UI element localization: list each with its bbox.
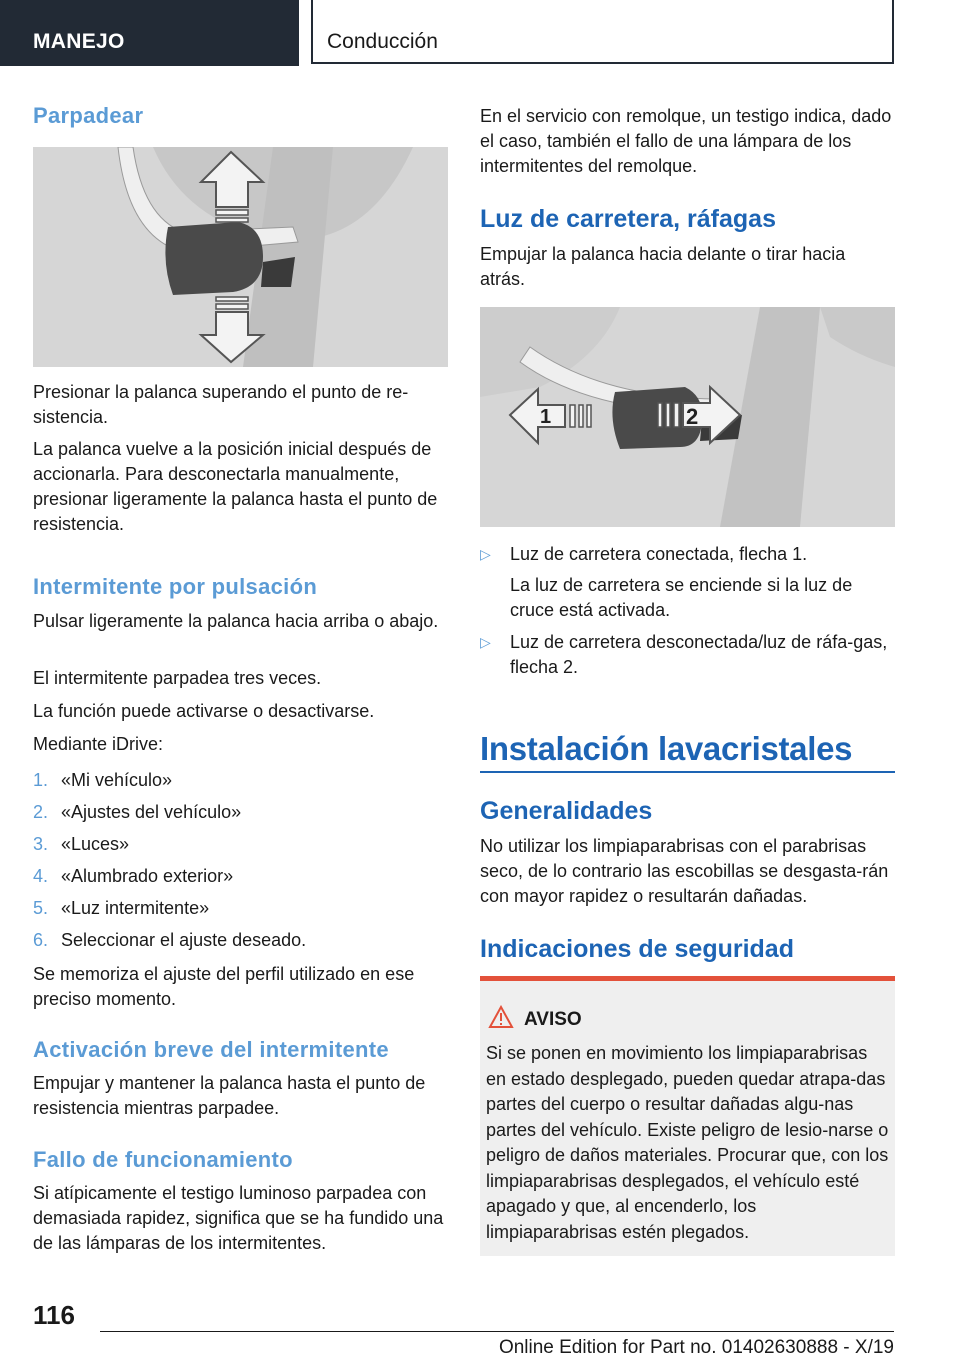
page-number: 116 [33, 1300, 75, 1330]
list-item-number: 6. [33, 930, 49, 950]
paragraph-tres-veces: El intermitente parpadea tres veces. [33, 668, 322, 688]
footer-rule [100, 1331, 894, 1332]
list-item-number: 1. [33, 770, 49, 790]
list-item: «Ajustes del vehículo» [61, 802, 242, 822]
header-section-label: MANEJO [33, 30, 125, 53]
header-chapter-label: Conducción [327, 30, 438, 53]
lever-illustration-svg [33, 147, 448, 367]
list-item: Seleccionar el ajuste deseado. [61, 930, 307, 950]
warning-title: AVISO [524, 1009, 582, 1030]
list-item-number: 5. [33, 898, 49, 918]
list-item: «Luces» [61, 834, 130, 854]
lever-up-down-illustration [33, 147, 448, 367]
list-item-number: 2. [33, 802, 49, 822]
lever-illustration-svg [480, 307, 895, 527]
bullet-luz-conectada-detail: La luz de carretera se enciende si la luz de cruce está activada. [510, 575, 853, 620]
header-chapter [311, 0, 894, 64]
arrow-label-1: 1 [540, 406, 552, 428]
list-item: «Alumbrado exterior» [61, 866, 234, 886]
heading-generalidades: Generalidades [480, 797, 653, 825]
triangle-right-icon: ▷ [480, 634, 491, 650]
heading-parpadear: Parpadear [33, 103, 144, 128]
paragraph-memoriza: Se memoriza el ajuste del perfil utilizado en ese preciso momento. [33, 964, 415, 1009]
heading-seguridad: Indicaciones de seguridad [480, 935, 794, 963]
warning-text: Si se ponen en movimiento los limpiaparabrisas en estado desplegado, pueden quedar atrapa-das partes del cuerpo o resultar dañadas algu-nas partes del vehículo. Existe peligro de lesio-narse o peligro de daños materiales. Procurar que, con los limpiaparabrisas desplegados, el vehículo esté apagado y que, al encenderlo, los limpiaparabrisas estén plegados. [486, 1043, 889, 1242]
warning-box [480, 976, 895, 1256]
warning-triangle-icon [488, 1005, 514, 1029]
paragraph-resistencia: Presionar la palanca superando el punto de re-sistencia. [33, 382, 409, 427]
paragraph-activar: La función puede activarse o desactivarse. [33, 701, 375, 721]
paragraph-remolque: En el servicio con remolque, un testigo indica, dado el caso, también el fallo de una lámpara de los intermitentes del remolque. [480, 106, 892, 176]
lever-forward-back-illustration [480, 307, 895, 527]
heading-fallo: Fallo de funcionamiento [33, 1147, 293, 1172]
heading-luz-carretera: Luz de carretera, ráfagas [480, 205, 776, 233]
triangle-right-icon: ▷ [480, 546, 491, 562]
paragraph-pulsar: Pulsar ligeramente la palanca hacia arriba o abajo. [33, 611, 439, 631]
heading-intermitente-pulsacion: Intermitente por pulsación [33, 574, 318, 599]
footer-edition: Online Edition for Part no. 01402630888 - X/19 [498, 1337, 894, 1358]
heading-instalacion-lavacristales: Instalación lavacristales [480, 730, 853, 767]
paragraph-empujar-palanca: Empujar la palanca hacia delante o tirar hacia atrás. [480, 244, 846, 289]
arrow-label-2: 2 [686, 404, 699, 429]
paragraph-fallo: Si atípicamente el testigo luminoso parpadea con demasiada rapidez, significa que se ha fundido una de las lámparas de los intermitentes. [33, 1183, 444, 1253]
header-section [0, 0, 299, 66]
heading-rule [480, 771, 895, 773]
paragraph-no-utilizar: No utilizar los limpiaparabrisas con el parabrisas seco, de lo contrario las escobillas se desgasta-rán con mayor rapidez o resultarán dañadas. [480, 836, 889, 906]
paragraph-idrive: Mediante iDrive: [33, 734, 164, 754]
paragraph-posicion-inicial: La palanca vuelve a la posición inicial después de accionarla. Para desconectarla manualmente, presionar ligeramente la palanca hasta el punto de resistencia. [33, 439, 438, 534]
heading-activacion-breve: Activación breve del intermitente [33, 1037, 389, 1062]
bullet-luz-desconectada: Luz de carretera desconectada/luz de ráfa-gas, flecha 2. [510, 632, 888, 677]
list-item: «Mi vehículo» [61, 770, 173, 790]
bullet-luz-conectada: Luz de carretera conectada, flecha 1. [510, 544, 808, 564]
list-item-number: 4. [33, 866, 49, 886]
list-item: «Luz intermitente» [61, 898, 210, 918]
list-item-number: 3. [33, 834, 49, 854]
paragraph-empujar-mantener: Empujar y mantener la palanca hasta el punto de resistencia mientras parpadee. [33, 1073, 426, 1118]
